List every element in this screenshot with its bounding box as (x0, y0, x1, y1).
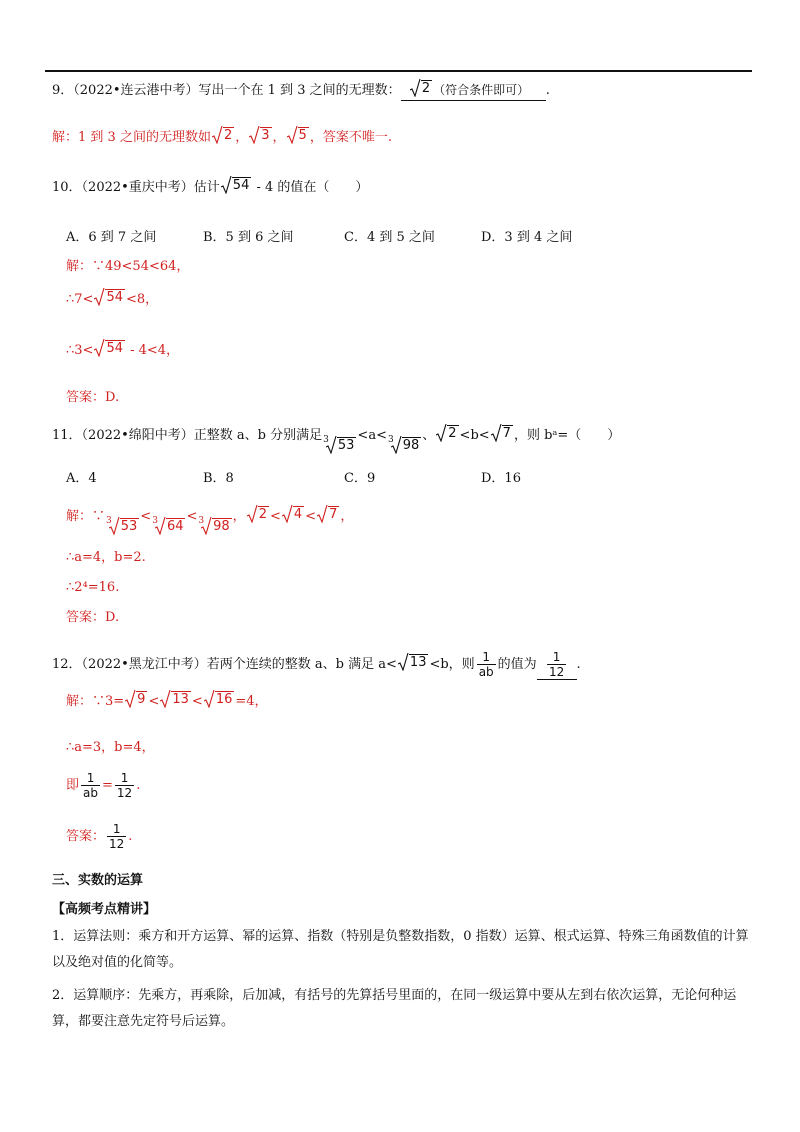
q9-solution: 解：1 到 3 之间的无理数如 2 ， 3 ， 5 ，答案不唯一. (52, 128, 392, 145)
sqrt: 54 (94, 288, 125, 306)
fraction: $\frac{1}{ab}$ (478, 650, 494, 679)
q11-option-c: C．9 (344, 471, 376, 486)
cbrt: 3 98 (387, 435, 420, 453)
sqrt: 2 (212, 126, 234, 144)
fraction: $\frac{1}{12}$ (548, 650, 565, 679)
cbrt: 3 98 (198, 516, 230, 534)
q10-option-c: C．4 到 5 之间 (344, 230, 435, 245)
sqrt: 7 (317, 505, 339, 523)
sqrt: 5 (287, 126, 309, 144)
q12-answer: 答案： $\frac{1}{12}$ . (66, 822, 133, 851)
q10-option-b: B．5 到 6 之间 (203, 230, 294, 245)
fraction: $\frac{1}{ab}$ (83, 771, 98, 800)
q12-solution-3: 即 $\frac{1}{ab}$ = $\frac{1}{12}$ . (66, 771, 141, 800)
sqrt: 13 (160, 690, 191, 708)
question-10: 10．（2022•重庆中考）估计 54 - 4 的值在（ ） (52, 178, 369, 195)
q11-option-b: B．8 (203, 471, 234, 486)
sqrt: 4 (282, 505, 304, 523)
paragraph-1: 1．运算法则：乘方和开方运算、幂的运算、指数（特别是负整数指数，0 指数）运算、根式运算、特殊三角函数值的计算以及绝对值的化简等。 (52, 929, 749, 970)
q11-answer: 答案：D. (66, 610, 120, 625)
sqrt: 2 (436, 424, 458, 442)
sqrt: 3 (249, 126, 271, 144)
section-title: 三、实数的运算 (52, 873, 144, 888)
q10-answer: 答案：D. (66, 390, 120, 405)
q9-text: 9．（2022•连云港中考）写出一个在 1 到 3 之间的无理数： (52, 83, 401, 98)
q10-solution-2: ∴7< 54 <8， (66, 290, 159, 307)
sqrt: 9 (125, 690, 147, 708)
question-11: 11．（2022•绵阳中考）正整数 a、b 分别满足 3 53 <a< 3 98 、 2 <b< 7 ，则 bᵃ=（ ） (52, 426, 621, 453)
top-rule (45, 70, 752, 72)
fraction: $\frac{1}{12}$ (109, 822, 125, 851)
q11-solution-2: ∴a=4，b=2. (66, 550, 146, 565)
q10-solution-1: 解：∵49<54<64， (66, 259, 190, 274)
question-12: 12．（2022•黑龙江中考）若两个连续的整数 a、b 满足 a< 13 <b，则 $\frac{1}{ab}$ 的值为 $\frac{1}{12}$ . (52, 650, 581, 679)
sqrt: 2 (247, 505, 269, 523)
q11-option-a: A．4 (66, 471, 97, 486)
q10-option-a: A．6 到 7 之间 (66, 230, 157, 245)
sqrt: 54 (221, 176, 252, 194)
q11-solution-3: ∴2⁴=16. (66, 580, 120, 595)
section-subtitle: 【高频考点精讲】 (52, 902, 157, 917)
sqrt: 13 (398, 653, 429, 671)
q11-solution-1: 解：∵ 3 53 < 3 64 < 3 98 ， 2 < 4 < 7 ， (66, 507, 354, 534)
cbrt: 3 64 (152, 516, 184, 534)
fraction: $\frac{1}{12}$ (116, 771, 133, 800)
sqrt: 16 (204, 690, 235, 708)
q12-solution-1: 解：∵3= 9 < 13 < 16 =4， (66, 692, 268, 709)
q9-answer-blank: 2 （符合条件即可） (401, 79, 546, 101)
cbrt: 3 53 (323, 435, 355, 453)
q10-option-d: D．3 到 4 之间 (481, 230, 573, 245)
paragraph-2: 2．运算顺序：先乘方，再乘除，后加减，有括号的先算括号里面的，在同一级运算中要从左到右依次运算，无论何种运算，都要注意先定符号后运算。 (52, 988, 737, 1029)
q10-solution-3: ∴3< 54 - 4<4， (66, 341, 180, 358)
q11-option-d: D．16 (481, 471, 521, 486)
question-9: 9．（2022•连云港中考）写出一个在 1 到 3 之间的无理数： 2 （符合条件即可） . (52, 79, 550, 101)
q12-answer-blank (537, 650, 577, 680)
sqrt: 7 (491, 424, 513, 442)
sqrt: 2 (410, 79, 432, 97)
cbrt: 3 53 (106, 516, 138, 534)
q12-solution-2: ∴a=3，b=4， (66, 740, 155, 755)
sqrt: 54 (94, 339, 125, 357)
